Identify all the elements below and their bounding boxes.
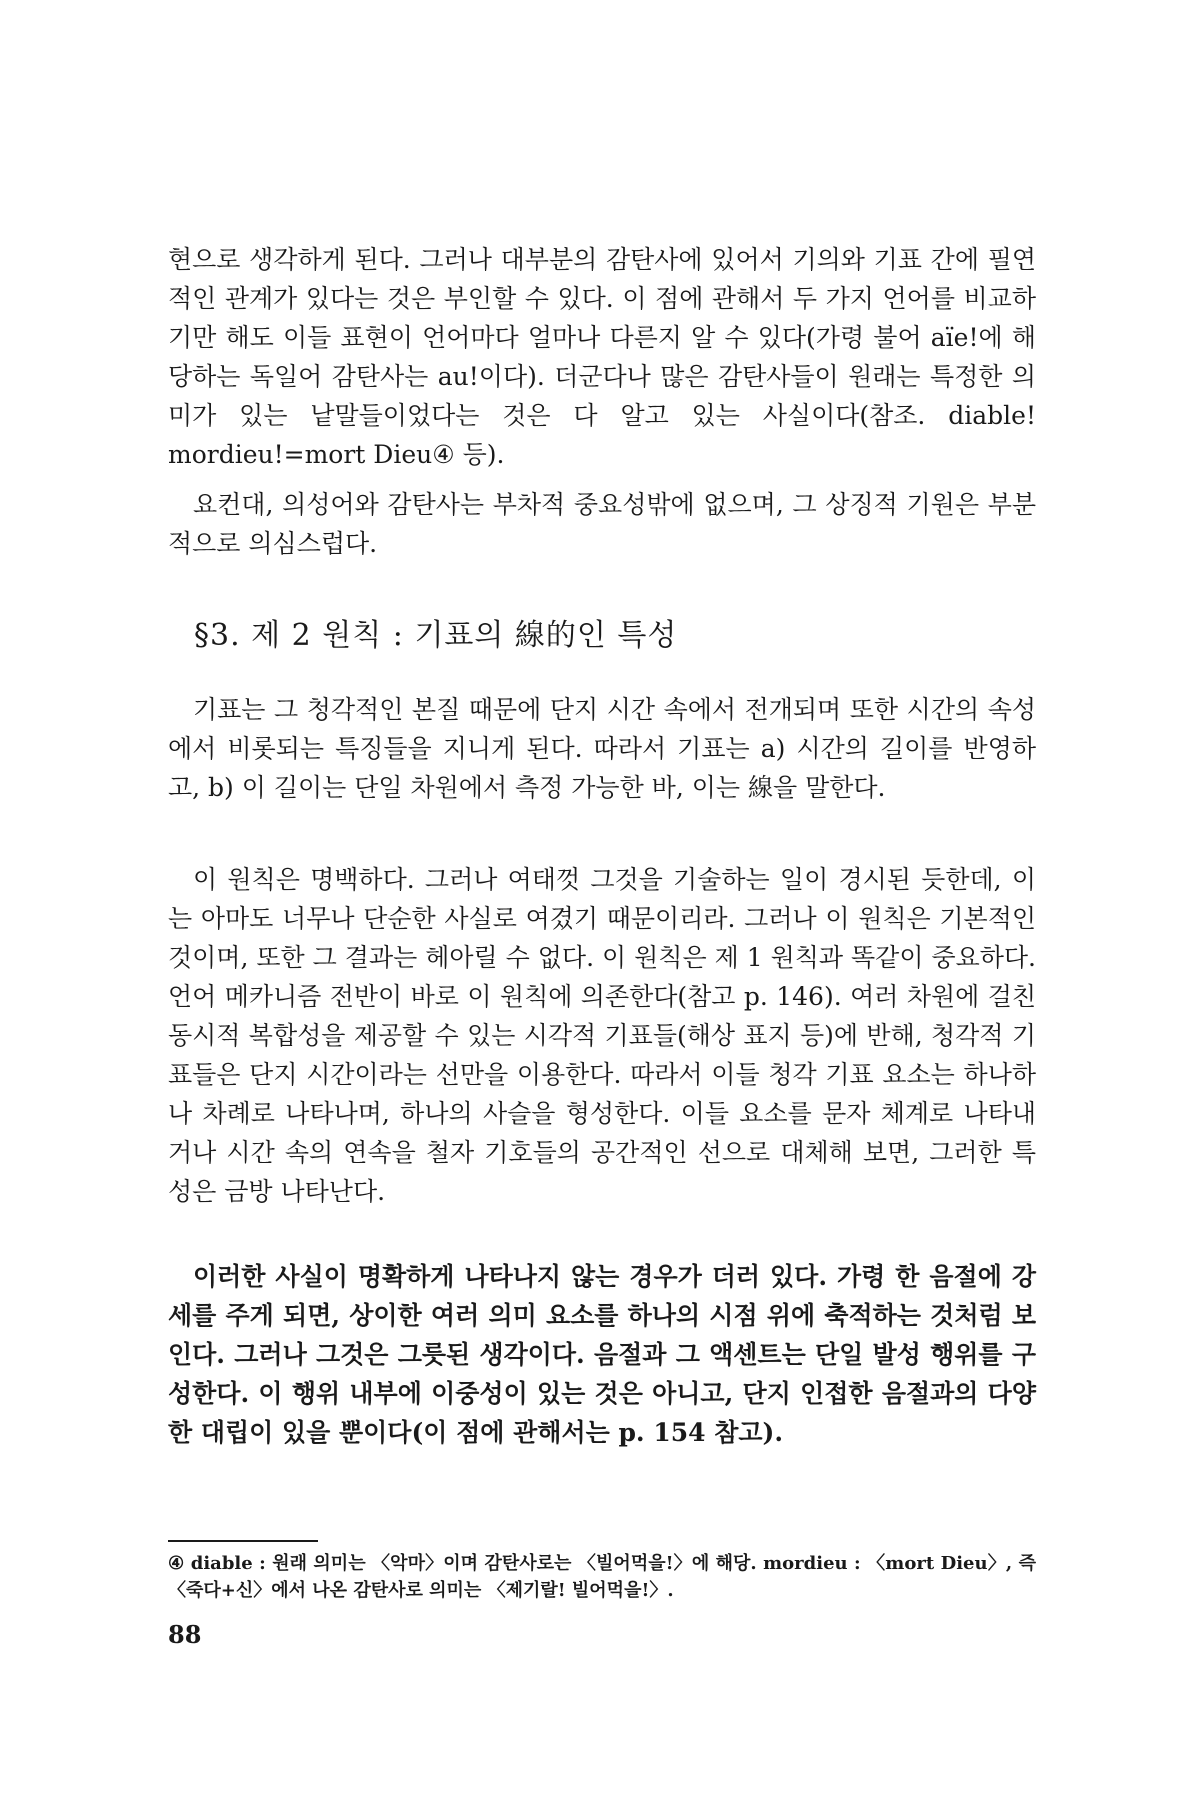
paragraph-linear-signifier: 기표는 그 청각적인 본질 때문에 단지 시간 속에서 전개되며 또한 시간의 속성에서 비롯되는 특징들을 지니게 된다. 따라서 기표는 a) 시간의 길이를 반영하고, b) 이 길이는 단일 차원에서 측정 가능한 바, 이는 線을 말한다. [168, 695, 1036, 802]
paragraph-exceptions: 이러한 사실이 명확하게 나타나지 않는 경우가 더러 있다. 가령 한 음절에 강세를 주게 되면, 상이한 여러 의미 요소를 하나의 시점 위에 축적하는 것처럼 보인다. 그러나 그것은 그릇된 생각이다. 음절과 그 액센트는 단일 발성 행위를 구성한다. 이 행위 내부에 이중성이 있는 것은 아니고, 단지 인접한 음절과의 다양한 대립이 있을 뿐이다(이 점에 관해서는 p. 154 참고). [168, 1262, 1036, 1447]
footnote-divider [168, 1540, 318, 1542]
paragraph-interjections: 현으로 생각하게 된다. 그러나 대부분의 감탄사에 있어서 기의와 기표 간에 필연적인 관계가 있다는 것은 부인할 수 있다. 이 점에 관해서 두 가지 언어를 비교하기만 해도 이들 표현이 언어마다 얼마나 다른지 알 수 있다(가령 불어 aïe!에 해당하는 독일어 감탄사는 au!이다). 더군다나 많은 감탄사들이 원래는 특정한 의미가 있는 낱말들이었다는 것은 다 알고 있는 사실이다(참조. diable! mordieu!=mort Dieu④ 등). [168, 245, 1036, 469]
section-heading: §3. 제 2 원칙 : 기표의 線的인 특성 [194, 618, 678, 653]
page-number: 88 [168, 1620, 202, 1649]
paragraph-principle-evident: 이 원칙은 명백하다. 그러나 여태껏 그것을 기술하는 일이 경시된 듯한데, 이는 아마도 너무나 단순한 사실로 여겼기 때문이리라. 그러나 이 원칙은 기본적인 것이며, 또한 그 결과는 헤아릴 수 없다. 이 원칙은 제 1 원칙과 똑같이 중요하다. 언어 메카니즘 전반이 바로 이 원칙에 의존한다(참고 p. 146). 여러 차원에 걸친 동시적 복합성을 제공할 수 있는 시각적 기표들(해상 표지 등)에 반해, 청각적 기표들은 단지 시간이라는 선만을 이용한다. 따라서 이들 청각 기표 요소는 하나하나 차례로 나타나며, 하나의 사슬을 형성한다. 이들 요소를 문자 체계로 나타내거나 시간 속의 연속을 철자 기호들의 공간적인 선으로 대체해 보면, 그러한 특성은 금방 나타난다. [168, 865, 1036, 1206]
paragraph-conclusion: 요컨대, 의성어와 감탄사는 부차적 중요성밖에 없으며, 그 상징적 기원은 부분적으로 의심스럽다. [168, 490, 1036, 558]
footnote: ④ diable : 원래 의미는 〈악마〉이며 감탄사로는 〈빌어먹을!〉에 해당. mordieu : 〈mort Dieu〉, 즉 〈죽다+신〉에서 나온 감탄사로 의미는 〈제기랄! 빌어먹을!〉. [168, 1553, 1036, 1601]
